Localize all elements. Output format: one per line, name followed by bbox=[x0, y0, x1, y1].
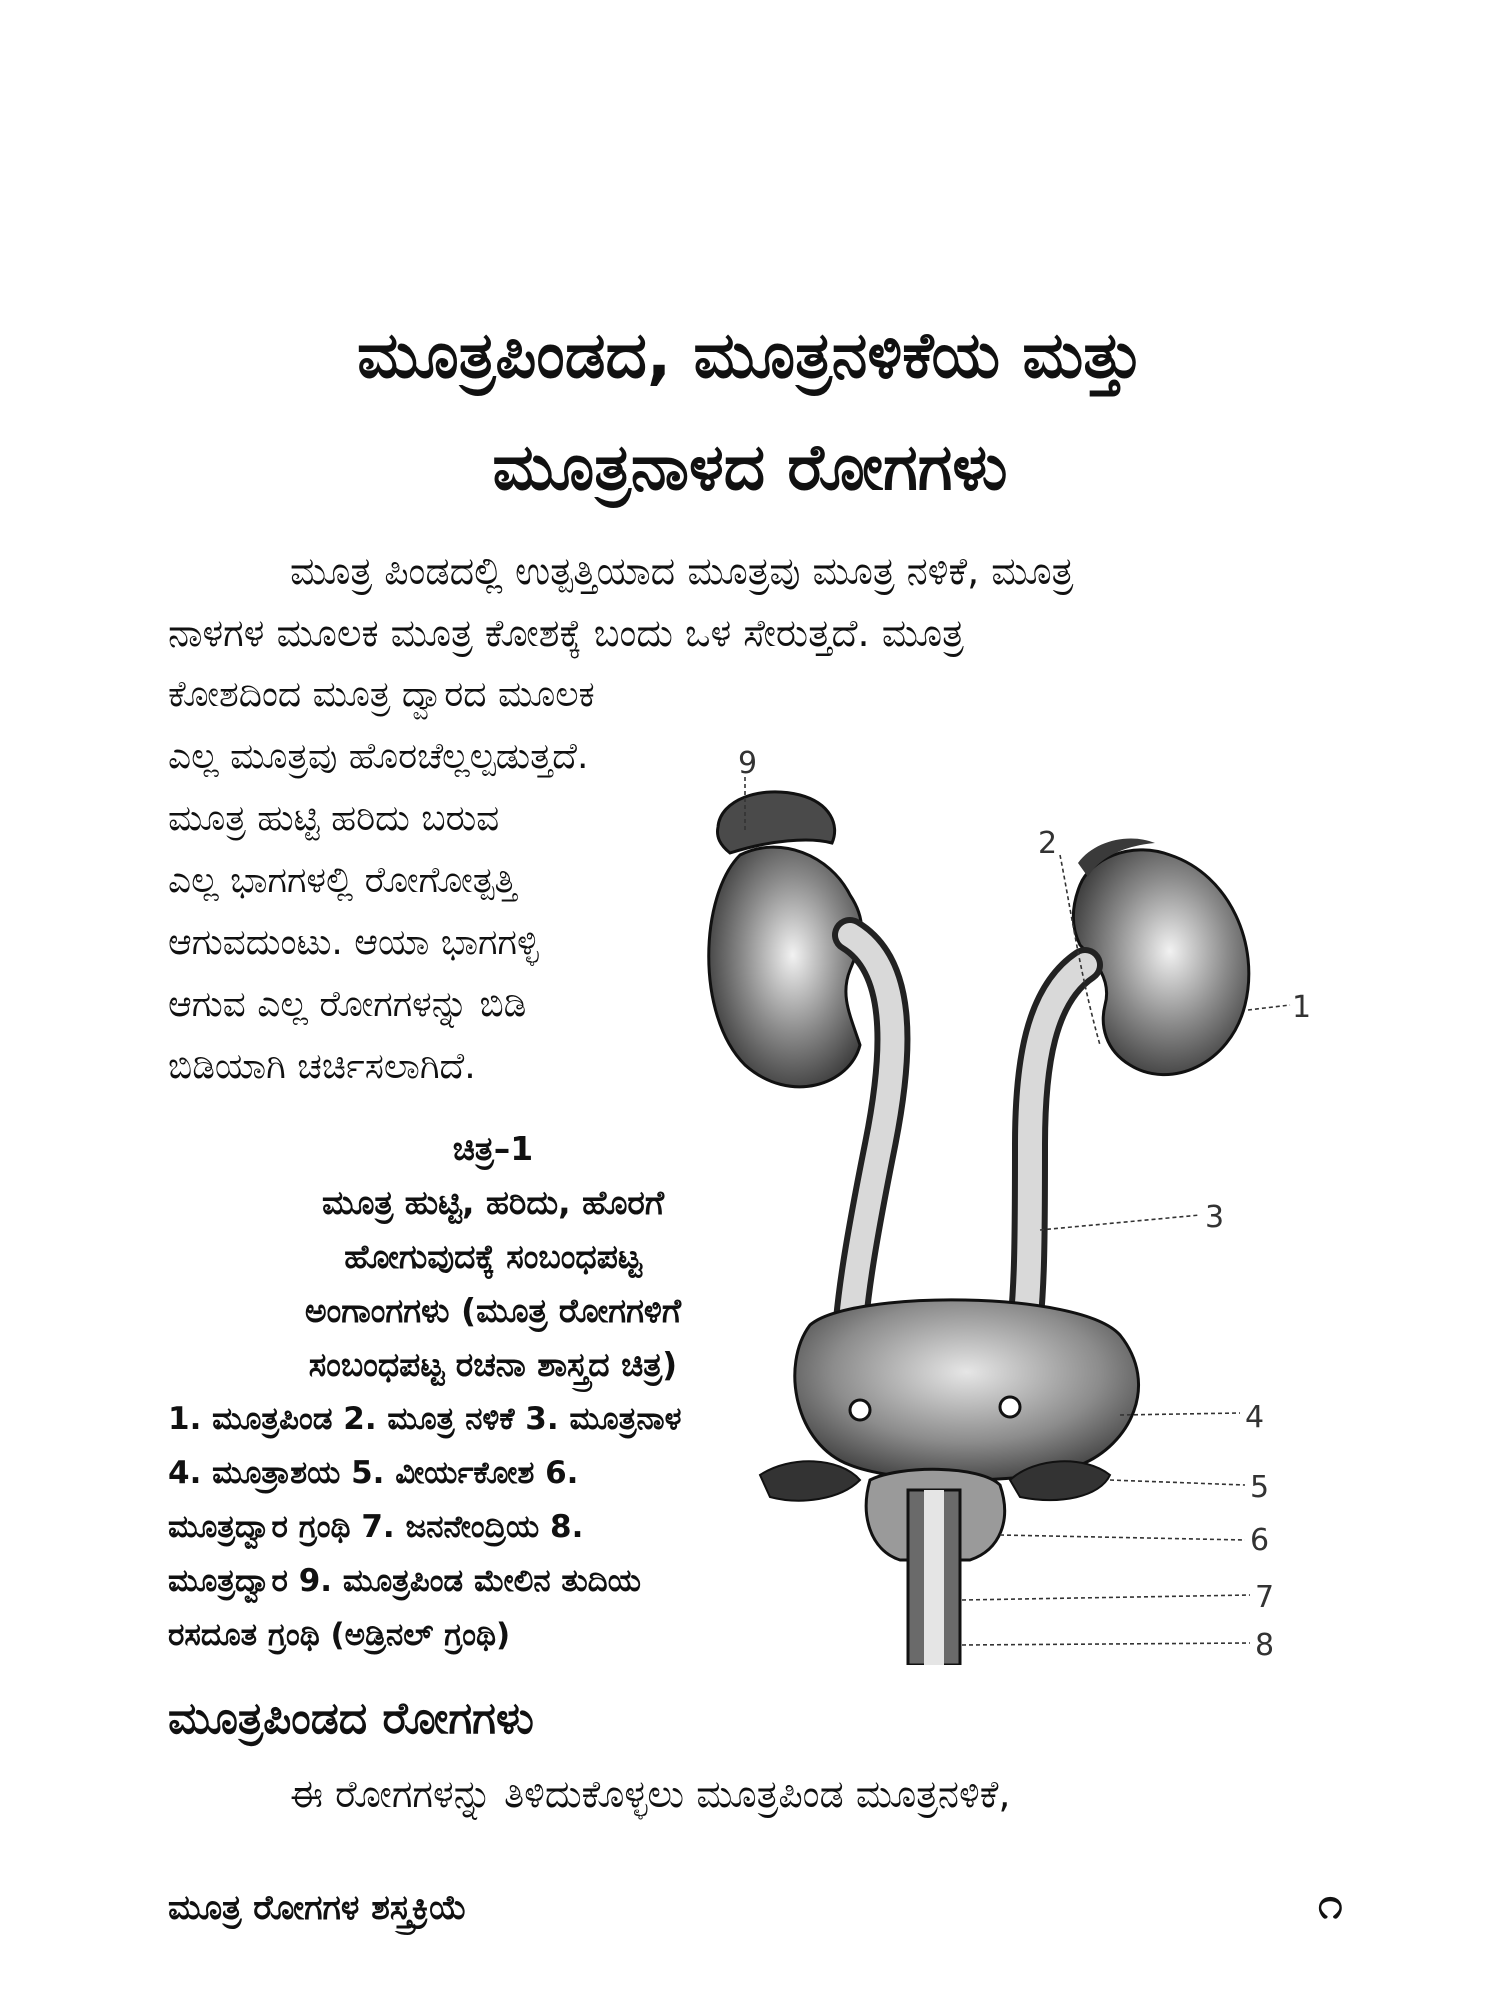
figure-label: ಚಿತ್ರ–1 bbox=[452, 1129, 534, 1168]
left-kidney bbox=[709, 847, 862, 1087]
callout-9: 9 bbox=[738, 746, 758, 781]
caption-line: ಮೂತ್ರ ಹುಟ್ಟಿ, ಹರಿದು, ಹೊರಗೆ bbox=[321, 1183, 665, 1222]
intro-line: ಮೂತ್ರ ಹುಟ್ಟಿ ಹರಿದು ಬರುವ bbox=[168, 798, 500, 839]
intro-line: ಎಲ್ಲ ಭಾಗಗಳಲ್ಲಿ ರೋಗೋತ್ಪತ್ತಿ bbox=[168, 860, 517, 901]
page-number: ೧ bbox=[1318, 1878, 1343, 1929]
caption-line: ಸಂಬಂಧಪಟ್ಟ ರಚನಾ ಶಾಸ್ತ್ರದ ಚಿತ್ರ) bbox=[308, 1345, 678, 1384]
callout-8: 8 bbox=[1255, 1628, 1275, 1663]
urinary-system-diagram bbox=[700, 745, 1350, 1665]
intro-paragraph-narrow bbox=[168, 664, 728, 1098]
section-heading: ಮೂತ್ರಪಿಂಡದ ರೋಗಗಳು bbox=[168, 1693, 534, 1744]
caption-line: ಅಂಗಾಂಗಗಳು (ಮೂತ್ರ ರೋಗಗಳಿಗೆ bbox=[304, 1291, 682, 1330]
legend-line: 1. ಮೂತ್ರಪಿಂಡ 2. ಮೂತ್ರ ನಳಿಕೆ 3. ಮೂತ್ರನಾಳ bbox=[168, 1401, 682, 1437]
intro-line: ಕೋಶದಿಂದ ಮೂತ್ರ ದ್ವಾರದ ಮೂಲಕ bbox=[168, 674, 595, 715]
chapter-title bbox=[150, 300, 1350, 524]
callout-4: 4 bbox=[1245, 1400, 1265, 1435]
intro-line: ಆಗುವದುಂಟು. ಆಯಾ ಭಾಗಗಳ್ಳಿ bbox=[168, 922, 539, 963]
intro-line: ಆಗುವ ಎಲ್ಲ ರೋಗಗಳನ್ನು ಬಿಡಿ bbox=[168, 984, 527, 1025]
intro-line: ಮೂತ್ರ ಪಿಂಡದಲ್ಲಿ ಉತ್ಪತ್ತಿಯಾದ ಮೂತ್ರವು ಮೂತ್ರ ನಳಿಕೆ, ಮೂತ್ರ bbox=[290, 549, 1074, 593]
adrenal-gland bbox=[718, 792, 835, 853]
urinary-bladder bbox=[795, 1300, 1139, 1480]
legend-line: ಮೂತ್ರದ್ವಾರ ಗ್ರಂಥಿ 7. ಜನನೇಂದ್ರಿಯ 8. bbox=[168, 1509, 584, 1545]
section-paragraph: ಈ ರೋಗಗಳನ್ನು ತಿಳಿದುಕೊಳ್ಳಲು ಮೂತ್ರಪಿಂಡ ಮೂತ್ರನಳಿಕೆ, bbox=[290, 1772, 1011, 1816]
chapter-title-line-2: ಮೂತ್ರನಾಳದ ರೋಗಗಳು bbox=[492, 431, 1008, 505]
callout-2: 2 bbox=[1038, 826, 1058, 861]
callout-1: 1 bbox=[1292, 990, 1312, 1025]
seminal-vesicle-left bbox=[760, 1461, 860, 1500]
caption-line: ಹೋಗುವುದಕ್ಕೆ ಸಂಬಂಧಪಟ್ಟ bbox=[344, 1237, 642, 1276]
ureter-opening-left bbox=[850, 1400, 870, 1420]
intro-line: ನಾಳಗಳ ಮೂಲಕ ಮೂತ್ರ ಕೋಶಕ್ಕೆ ಬಂದು ಒಳ ಸೇರುತ್ತದೆ. ಮೂತ್ರ bbox=[168, 611, 964, 655]
callout-5: 5 bbox=[1250, 1470, 1270, 1505]
chapter-title-line-1: ಮೂತ್ರಪಿಂಡದ, ಮೂತ್ರನಳಿಕೆಯ ಮತ್ತು bbox=[357, 319, 1143, 393]
footer-book-title: ಮೂತ್ರ ರೋಗಗಳ ಶಸ್ತ್ರಕ್ರಿಯೆ bbox=[168, 1888, 467, 1928]
ureter-opening-right bbox=[1000, 1397, 1020, 1417]
callout-6: 6 bbox=[1250, 1523, 1270, 1558]
intro-paragraph-wide bbox=[168, 540, 1368, 664]
callout-3: 3 bbox=[1205, 1200, 1225, 1235]
intro-line: ಬಿಡಿಯಾಗಿ ಚರ್ಚಿಸಲಾಗಿದೆ. bbox=[168, 1046, 476, 1087]
legend-line: ರಸದೂತ ಗ್ರಂಥಿ (ಅಡ್ರಿನಲ್ ಗ್ರಂಥಿ) bbox=[168, 1617, 511, 1653]
callout-7: 7 bbox=[1255, 1580, 1275, 1615]
intro-line: ಎಲ್ಲ ಮೂತ್ರವು ಹೊರಚೆಲ್ಲಲ್ಪಡುತ್ತದೆ. bbox=[168, 736, 589, 777]
legend-line: 4. ಮೂತ್ರಾಶಯ 5. ವೀರ್ಯಕೋಶ 6. bbox=[168, 1455, 579, 1491]
legend-line: ಮೂತ್ರದ್ವಾರ 9. ಮೂತ್ರಪಿಂಡ ಮೇಲಿನ ತುದಿಯ bbox=[168, 1563, 641, 1599]
